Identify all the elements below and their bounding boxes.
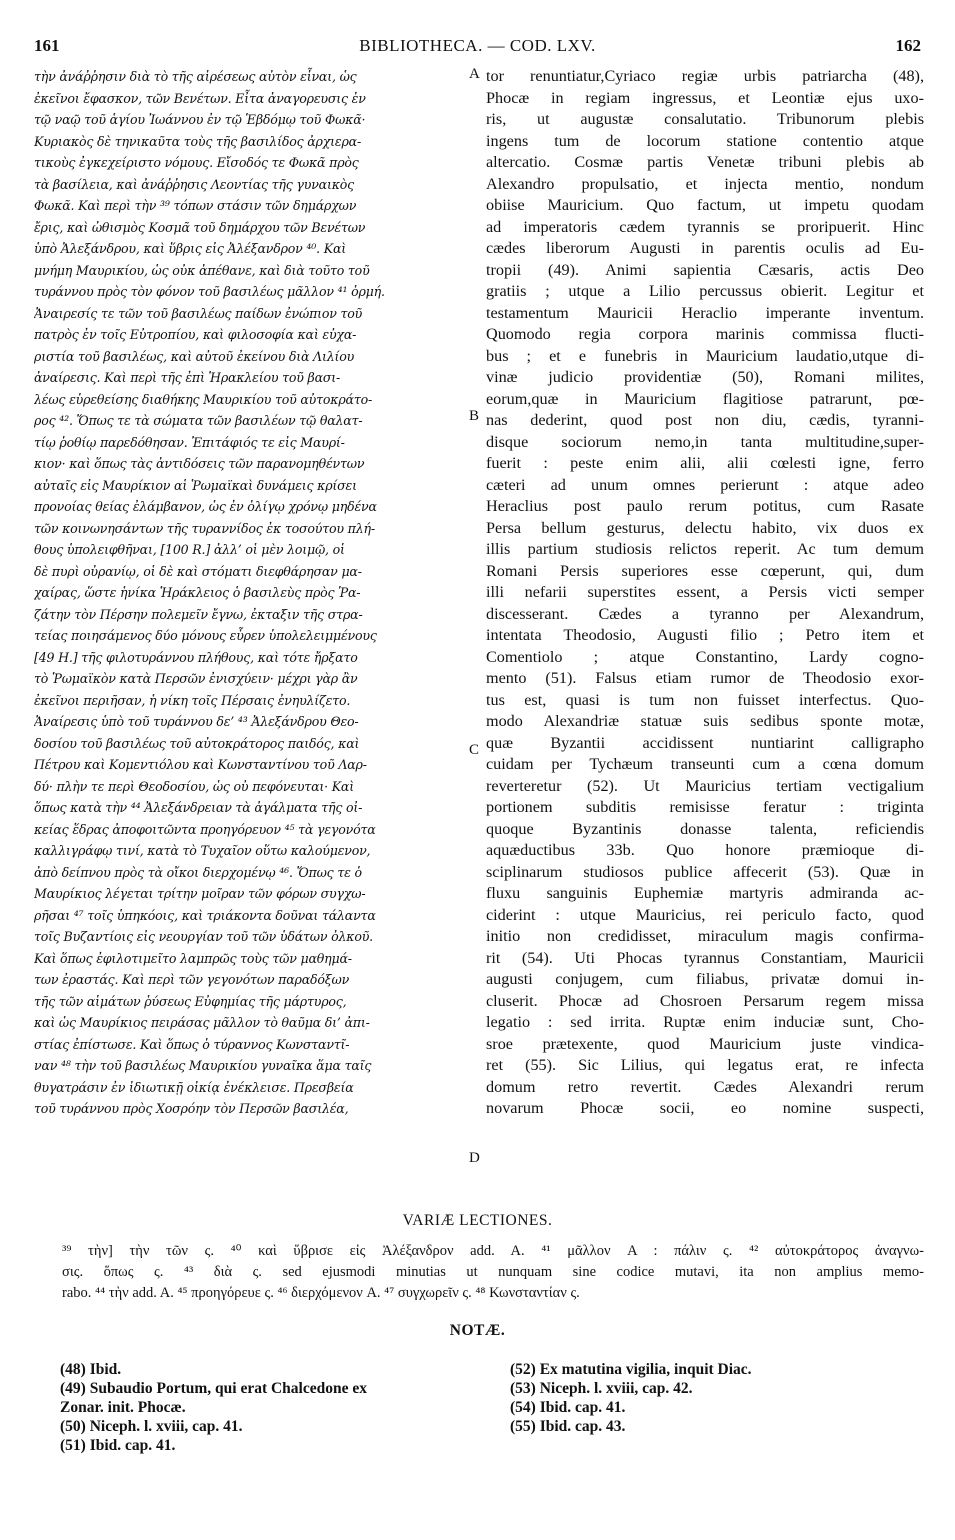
- greek-text-line: τικοὺς ἐγκεχείριστο νόμους. Εἴσοδός τε Φωκᾶ πρὸς: [34, 155, 359, 170]
- variae-lectiones-title: VARIÆ LECTIONES.: [402, 1212, 553, 1229]
- latin-text-line: mento (51). Falsus etiam rumor de Theodosio exor-: [486, 669, 924, 687]
- note-line: Zonar. init. Phocæ.: [60, 1399, 186, 1416]
- greek-text-line: καλλιγράφῳ τινί, κατὰ τὸ Τυχαῖον οὕτω καλούμενον,: [34, 843, 371, 858]
- note-line: (52) Ex matutina vigilia, inquit Diac.: [510, 1361, 752, 1378]
- greek-text-line: τῆς τῶν αἱμάτων ῥύσεως Εὐφημίας τῆς μάρτυρος,: [34, 993, 347, 1009]
- greek-text-line: τυράννου πρὸς τὸν φόνον τοῦ βασιλέως μᾶλλον ⁴¹ ὁρμή.: [34, 284, 385, 299]
- greek-text-line: δύ· πλὴν τε περὶ Θεοδοσίου, ὡς οὐ πεφόνευται· Καὶ: [34, 778, 354, 794]
- latin-text-line: illi nefarii superstites essent, a Persis victi semper: [486, 583, 924, 601]
- note-line: (53) Niceph. l. xviii, cap. 42.: [510, 1380, 693, 1397]
- note-line: (55) Ibid. cap. 43.: [510, 1418, 626, 1435]
- note-line: (48) Ibid.: [60, 1361, 122, 1378]
- greek-text-line: στίας ἐπίστωσε. Καὶ ὅπως ὁ τύραννος Κωνσταντῖ-: [34, 1036, 350, 1052]
- margin-letter-b: B: [469, 408, 480, 424]
- greek-text-line: ρος ⁴². Ὅπως τε τὰ σώματα τῶν βασιλέων τῷ θαλατ-: [34, 413, 363, 428]
- latin-text-line: rit (54). Uti Phocas tyrannus Constantiam, Mauricii: [486, 948, 924, 967]
- note-line: (49) Subaudio Portum, qui erat Chalcedone ex: [60, 1380, 367, 1397]
- variant-reading-line: σις. ὅπως ς. ⁴³ διὰ ς. sed ejusmodi minutias ut nunquam sine codice mutavi, ita non amplius memo-: [62, 1264, 924, 1280]
- greek-text-line: τὴν ἀνάῤῥησιν διὰ τὸ τῆς αἱρέσεως αὐτὸν εἶναι, ὡς: [34, 69, 357, 84]
- greek-text-line: [49 H.] τῆς φιλοτυράννου πλήθους, καὶ τότε ἤρξατο: [34, 649, 358, 665]
- latin-text-line: quæ Byzantii accidissent nuntiarint calligrapho: [486, 733, 924, 752]
- latin-text-line: Romani Persis superiores esse cœperunt, qui, dum: [486, 561, 924, 580]
- latin-text-line: Quomodo regia corpora marinis commissa flucti-: [486, 325, 924, 343]
- latin-text-line: vinæ judicio providentiæ (50), Romani milites,: [486, 368, 924, 386]
- notae-title: NOTÆ.: [449, 1322, 506, 1339]
- greek-text-line: ὑπὸ Ἀλεξάνδρου, καὶ ὕβρις εἰς Ἀλέξανδρον ⁴⁰. Καὶ: [34, 241, 346, 256]
- variae-lectiones: [62, 1241, 924, 1304]
- greek-text-column: [34, 66, 466, 1120]
- latin-text-line: legatio : sed irrita. Ruptæ enim induciæ sunt, Cho-: [486, 1013, 924, 1031]
- greek-text-line: ζάτην τὸν Πέρσην πολεμεῖν ἔγνω, ἐκταξιν τῆς στρα-: [34, 606, 363, 622]
- greek-text-line: Πέτρου καὶ Κομεντιόλου καὶ Κωνσταντίνου τοῦ Λαρ-: [34, 757, 367, 772]
- latin-text-line: initio non credidisset, miraculum magis confirma-: [486, 927, 924, 945]
- latin-text-line: ad imperatoris cædem tyrannis se proripuerit. Hinc: [486, 217, 924, 236]
- latin-text-line: tor renuntiatur,Cyriaco regiæ urbis patriarcha (48),: [486, 67, 924, 85]
- latin-text-line: reverteretur (52). Ut Mauricius tertiam vectigalium: [486, 776, 924, 795]
- latin-text-line: fluxu sanguinis Euphemiæ martyris admiranda ac-: [486, 884, 924, 902]
- margin-letter-a: A: [469, 66, 480, 82]
- greek-text-line: προνοίας θείας ἐλάμβανον, ὡς ἐν ὀλίγῳ χρόνῳ μηδένα: [34, 499, 377, 514]
- latin-text-line: cuidam per Tychæum transeunti cum a cœna domum: [486, 755, 924, 773]
- note-line: (51) Ibid. cap. 41.: [60, 1437, 176, 1454]
- greek-text-line: Μαυρίκιος λέγεται τρίτην μοῖραν τῶν φόρων συγχω-: [34, 886, 366, 901]
- greek-text-line: ἀναίρεσις. Καὶ περὶ τῆς ἐπὶ Ἡρακλείου τοῦ βασι-: [34, 370, 341, 385]
- greek-text-line: λέως εὑρεθείσης διαθήκης Μαυρικίου τοῦ αὐτοκράτο-: [34, 391, 373, 407]
- greek-text-line: ρῆσαι ⁴⁷ τοῖς ὑπηκόοις, καὶ τριάκοντα δοῦναι τάλαντα: [34, 907, 376, 923]
- greek-text-line: δὲ πυρὶ οὐρανίῳ, οἱ δὲ καὶ στόματι διεφθάρησαν μα-: [34, 563, 362, 579]
- latin-text-line: cædes liberorum Augusti in parentis oculis ad Eu-: [486, 239, 924, 257]
- latin-text-line: novarum Phocæ socii, eo nomine suspecti,: [486, 1099, 924, 1117]
- greek-text-line: τοῖς Βυζαντίοις εἰς νεουργίαν τοῦ τῶν ὑδάτων ὀλκοῦ.: [34, 929, 373, 944]
- greek-text-line: Κυριακὸς δὲ τηνικαῦτα τοὺς τῆς βασιλίδος ἀρχιερα-: [34, 133, 362, 149]
- note-line: (54) Ibid. cap. 41.: [510, 1399, 626, 1416]
- greek-text-line: τὸ Ῥωμαϊκὸν κατὰ Περσῶν ἐνισχύειν· μέχρι γὰρ ἂν: [34, 671, 358, 686]
- page-header: [34, 36, 921, 60]
- greek-text-line: καὶ ὡς Μαυρίκιος πειράσας μᾶλλον τὸ θαῦμα δι’ ἀπι-: [34, 1015, 370, 1030]
- page-number-left: 161: [34, 36, 60, 55]
- greek-text-line: τείας ποιησάμενος δύο μόνους εὗρεν ὑπολελειμμένους: [34, 628, 377, 643]
- greek-text-line: Ἀναίρεσις ὑπὸ τοῦ τυράννου δε’ ⁴³ Ἀλεξάνδρου Θεο-: [34, 714, 359, 729]
- greek-text-line: μνήμη Μαυρικίου, ὡς οὐκ ἀπέθανε, καὶ διὰ τοῦτο τοῦ: [34, 262, 370, 278]
- note-line: (50) Niceph. l. xviii, cap. 41.: [60, 1418, 243, 1435]
- greek-text-line: ριστία τοῦ βασιλέως, καὶ αὐτοῦ ἐκείνου διὰ Λιλίου: [34, 348, 355, 364]
- latin-text-line: nas dederint, quod post non diu, cædis, tyranni-: [486, 411, 924, 429]
- latin-text-line: tus est, quasi is tum non fuisset interfectus. Quo-: [486, 690, 924, 709]
- latin-text-line: illis partium studiosis relictos reperit. Ac tum demum: [486, 540, 924, 558]
- greek-text-line: πατρὸς ἐν τοῖς Εὐτροπίου, καὶ φιλοσοφία καὶ εὐχα-: [34, 327, 357, 342]
- latin-text-line: intentata Theodosio, Augusti filio ; Petro item et: [486, 626, 924, 644]
- greek-text-line: κιον· καὶ ὅπως τὰς ἀντιδόσεις τῶν παρανομηθέντων: [34, 456, 365, 471]
- greek-text-line: θυγατράσιν ἐν ἰδιωτικῇ οἰκίᾳ ἐνέκλεισε. Πρεσβεία: [34, 1079, 354, 1095]
- latin-text-line: testamentum Mauricii Heraclio imperante inventum.: [486, 303, 924, 322]
- variant-reading-line: rabo. ⁴⁴ τὴν add. A. ⁴⁵ προηγόρευε ς. ⁴⁶ διερχόμενον A. ⁴⁷ συγχωρεῖν ς. ⁴⁸ Κωνσταντίαν ς.: [62, 1285, 580, 1301]
- greek-text-line: ἐκεῖνοι περιῆσαν, ἡ νίκη τοῖς Πέρσαις ἐνηυλίζετο.: [34, 692, 351, 708]
- notes-right-column: [510, 1360, 930, 1436]
- latin-text-line: ris, ut augustæ consalutatio. Tribunorum plebis: [486, 110, 924, 128]
- margin-letter-d: D: [469, 1150, 480, 1166]
- greek-text-line: θους ὑπολειφθῆναι, [100 R.] ἀλλ’ οἱ μὲν λοιμῷ, οἱ: [34, 542, 345, 557]
- page-number-right: 162: [895, 36, 921, 55]
- greek-text-line: αὐταῖς εἰς Μαυρίκιον αἱ Ῥωμαϊκαὶ δυνάμεις κρίσει: [34, 477, 357, 493]
- latin-text-line: tropii (49). Animi sapientia Cæsaris, actis Deo: [486, 260, 924, 279]
- greek-text-line: κείας ἕδρας ἀποφοιτῶντα προηγόρευον ⁴⁵ τὰ γεγονότα: [34, 821, 376, 837]
- margin-letter-c: C: [469, 742, 480, 758]
- latin-text-line: portionem subditis remisisse feratur : triginta: [486, 798, 924, 816]
- greek-text-line: των ἐραστάς. Καὶ περὶ τῶν γεγονότων παραδόξων: [34, 972, 350, 987]
- variant-reading-line: ³⁹ τὴν] τὴν τῶν ς. ⁴⁰ καὶ ὕβρισε εἰς Ἀλέξανδρον add. A. ⁴¹ μᾶλλον A : πάλιν ς. ⁴² αὐτοκράτορος ἀναγνω-: [62, 1243, 924, 1259]
- latin-text-line: sciplinarum studiosos publice affecerit (53). Quæ in: [486, 862, 924, 881]
- running-title: BIBLIOTHECA. — COD. LXV.: [359, 36, 596, 55]
- greek-text-line: ἔρις, καὶ ὠθισμὸς Κοσμᾶ τοῦ δημάρχου τῶν Βενέτων: [34, 219, 366, 235]
- greek-text-line: τίῳ ῥοθίῳ παρεδόθησαν. Ἐπιτάφιός τε εἰς Μαυρί-: [34, 434, 345, 450]
- greek-text-line: τοῦ τυράννου πρὸς Χοσρόην τὸν Περσῶν βασιλέα,: [34, 1101, 349, 1116]
- latin-text-line: gratiis ; utque a Lilio percussus obierit. Legitur et: [486, 282, 924, 300]
- greek-text-line: Ἀναιρεσίς τε τῶν τοῦ βασιλέως παίδων ἐνώπιον τοῦ: [34, 305, 363, 321]
- latin-text-line: modo Alexandriæ statuæ suis sedibus sponte motæ,: [486, 712, 924, 730]
- latin-text-line: Comentiolo ; atque Constantino, Lardy cogno-: [486, 647, 924, 666]
- latin-text-line: altercatio. Cosmæ partis Venetæ tribuni plebis ab: [486, 153, 924, 171]
- latin-text-line: cluserit. Phocæ ad Chosroen Persarum regem missa: [486, 991, 924, 1010]
- latin-text-line: augusti conjugem, cum filiabus, privatæ domui in-: [486, 970, 924, 988]
- latin-text-line: quoque Byzantinis donasse talenta, reficiendis: [486, 819, 924, 838]
- greek-text-line: δοσίου τοῦ βασιλέως τοῦ αὐτοκράτορος παιδός, καὶ: [34, 735, 360, 751]
- latin-text-line: disque sociorum nemo,in tanta multitudine,super-: [486, 432, 924, 451]
- latin-text-line: fuerit : peste enim alii, alii cœlesti igne, ferro: [486, 454, 924, 472]
- latin-text-line: sroe prætexente, quod Mauricium juste vindica-: [486, 1034, 924, 1053]
- greek-text-line: ναν ⁴⁸ τὴν τοῦ βασιλέως Μαυρικίου γυναῖκα ἅμα ταῖς: [34, 1058, 372, 1073]
- latin-text-line: discesserant. Cædes a tyranno per Alexandrum,: [486, 604, 924, 623]
- latin-text-line: bus ; et e funebris in Mauricium laudatio,utque di-: [486, 346, 924, 365]
- latin-text-line: eorum,quæ in Mauricium flagitiose patrarunt, pœ-: [486, 389, 924, 408]
- greek-text-line: χαίρας, ὥστε ἡνίκα Ἡράκλειος ὁ βασιλεὺς πρὸς Ῥα-: [34, 585, 361, 600]
- greek-text-line: τὰ βασίλεια, καὶ ἀνάῤῥησις Λεοντίας τῆς γυναικὸς: [34, 176, 354, 192]
- greek-text-line: τῷ ναῷ τοῦ ἁγίου Ἰωάννου ἐν τῷ Ἑβδόμῳ τοῦ Φωκᾶ·: [34, 112, 366, 127]
- greek-text-line: τῶν κοινωνησάντων τῆς τυραννίδος ἐκ τοσούτου πλή-: [34, 520, 375, 536]
- greek-text-line: ἀπὸ δείπνου πρὸς τὰ οἴκοι διερχομένῳ ⁴⁶. Ὅπως τε ὁ: [34, 864, 362, 880]
- latin-text-line: ingens tum de locorum statione contentio atque: [486, 131, 924, 150]
- notes-left-column: [60, 1360, 480, 1455]
- latin-text-line: Persa bellum gesturus, delectu habito, vix duos ex: [486, 518, 924, 537]
- latin-text-line: aquæductibus 33b. Quo honore præmioque di-: [486, 841, 924, 859]
- latin-text-column: [486, 66, 924, 1120]
- latin-text-line: domum retro revertit. Cædes Alexandri rerum: [486, 1077, 924, 1096]
- greek-text-line: Φωκᾶ. Καὶ περὶ τὴν ³⁹ τόπων στάσιν τῶν δημάρχων: [34, 198, 357, 213]
- greek-text-line: Καὶ ὅπως ἐφιλοτιμεῖτο λαμπρῶς τοὺς τῶν μαθημά-: [34, 950, 352, 966]
- greek-text-line: ἐκεῖνοι ἔφασκον, τῶν Βενέτων. Εἶτα ἀναγορευσις ἐν: [34, 90, 366, 106]
- latin-text-line: ciderint : utque Mauricius, rei periculo facto, quod: [486, 905, 924, 924]
- latin-text-line: cæteri ad unum omnes perierunt : atque adeo: [486, 475, 924, 494]
- latin-text-line: Heraclius post paulo rerum potitus, cum Rasate: [486, 497, 924, 515]
- latin-text-line: ret (55). Sic Lilius, qui legatus erat, re infecta: [486, 1056, 924, 1074]
- latin-text-line: Alexandro propulsatio, et injecta mentio, nondum: [486, 174, 924, 193]
- greek-text-line: ὅπως κατὰ τὴν ⁴⁴ Ἀλεξάνδρειαν τὰ ἀγάλματα τῆς οἰ-: [34, 800, 363, 815]
- latin-text-line: obiise Mauricium. Quo factum, ut impetu quodam: [486, 196, 924, 214]
- latin-text-line: Phocæ in regiam ingressus, et Leontiæ ejus uxo-: [486, 88, 924, 107]
